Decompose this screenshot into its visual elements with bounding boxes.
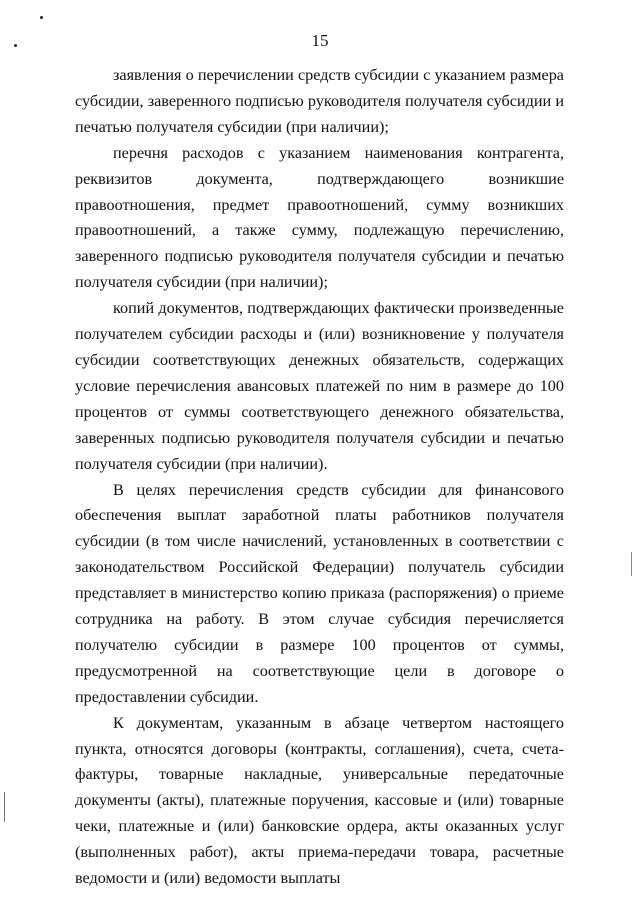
paragraph: К документам, указанным в абзаце четвертом настоящего пункта, относятся договоры (контракты, соглашения), счета, счета-фактуры, товарные накладные, универсальные передаточные документы (акты), платежные поручения, кассовые и (или) товарные чеки, платежные и (или) банковские ордера, акты оказанных услуг (выполненных работ), акты приема-передачи товара, расчетные ведомости и (или) ведомости выплаты: [75, 713, 564, 888]
scan-edge-mark: [631, 552, 632, 576]
document-body: [75, 63, 564, 892]
paragraph: В целях перечисления средств субсидии для финансового обеспечения выплат заработной платы работников получателя субсидии (в том числе начислений, установленных в соответствии с законодательством Российской Федерации) получатель субсидии представляет в министерство копию приказа (распоряжения) о приеме сотрудника на работу. В этом случае субсидия перечисляется получателю субсидии в размере 100 процентов от суммы, предусмотренной на соответствующие цели в договоре о предоставлении субсидии.: [75, 480, 564, 706]
page-number: 15: [311, 31, 329, 50]
scan-edge-mark: [4, 792, 5, 822]
paragraph: перечня расходов с указанием наименования контрагента, реквизитов документа, подтверждающего возникшие правоотношения, предмет правоотношений, сумму возникших правоотношений, а также сумму, подлежащую перечислению, заверенного подписью руководителя получателя субсидии и печатью получателя субсидии (при наличии);: [75, 143, 564, 292]
paragraph: копий документов, подтверждающих фактически произведенные получателем субсидии расходы и (или) возникновение у получателя субсидии соответствующих денежных обязательств, содержащих условие перечисления авансовых платежей по ним в размере до 100 процентов от суммы соответствующего денежного обязательства, заверенных подписью руководителя получателя субсидии и печатью получателя субсидии (при наличии).: [75, 299, 564, 473]
scan-speck: [40, 16, 43, 19]
paragraph: заявления о перечислении средств субсидии с указанием размера субсидии, заверенного подписью руководителя получателя субсидии и печатью получателя субсидии (при наличии);: [75, 66, 564, 136]
